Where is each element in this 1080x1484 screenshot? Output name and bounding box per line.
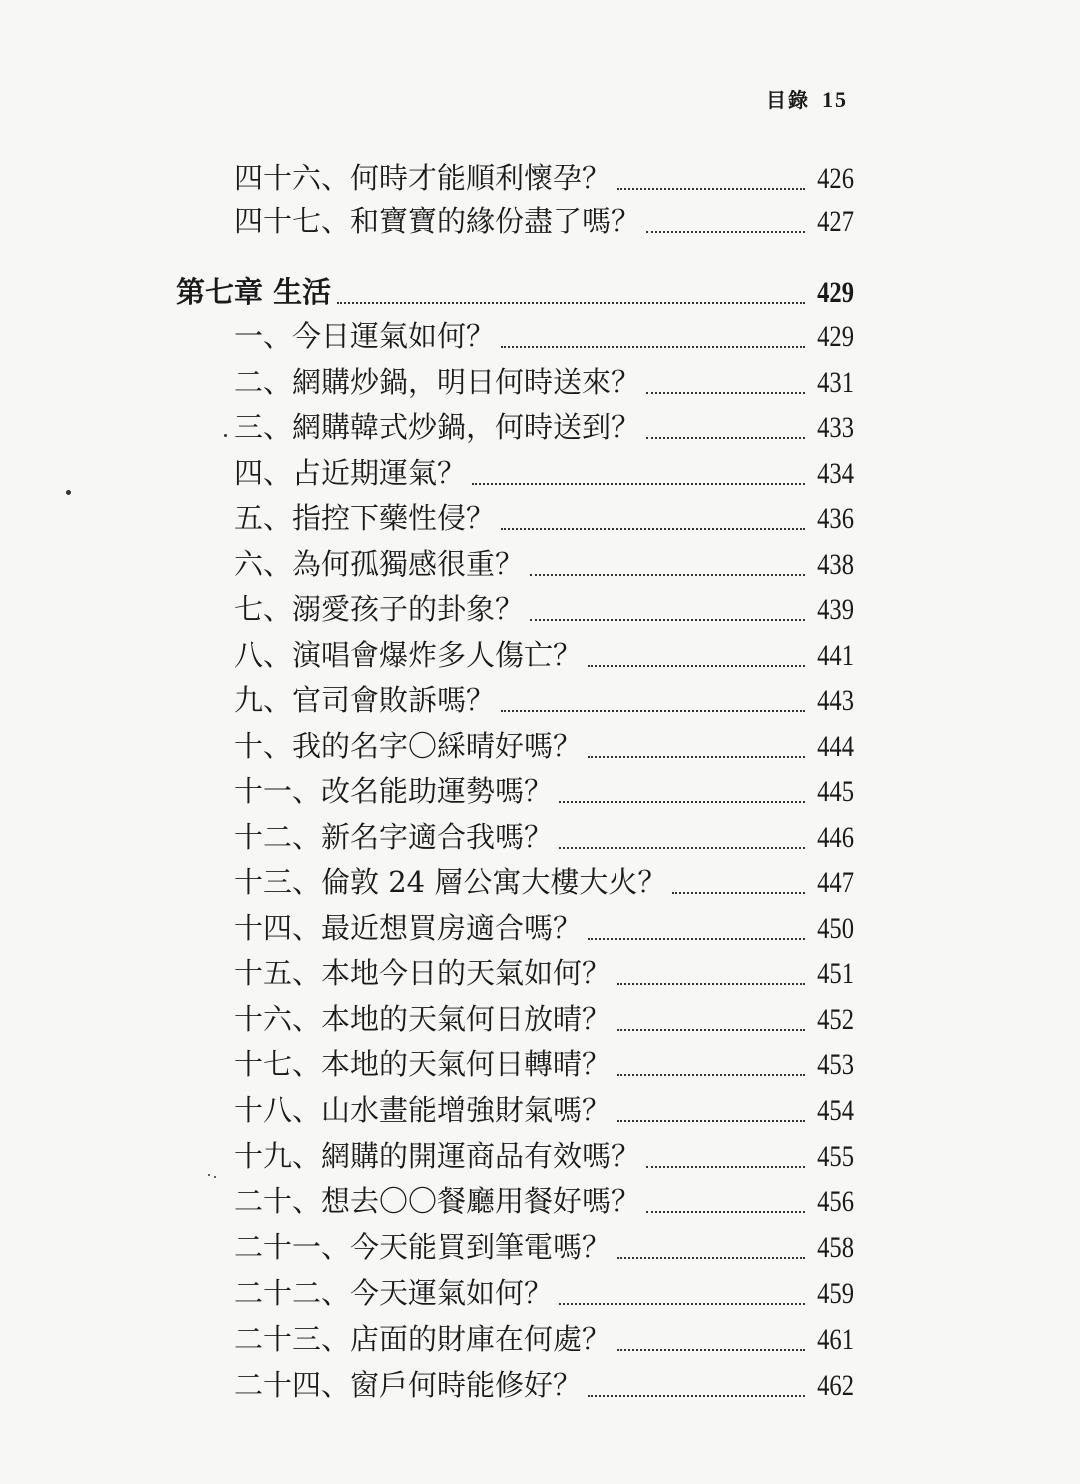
dot-leader bbox=[646, 1211, 805, 1213]
print-speck bbox=[214, 1176, 216, 1178]
toc-entry bbox=[234, 637, 854, 673]
toc-entry-title: 二十二、今天運氣如何？ bbox=[234, 1276, 554, 1310]
toc-entry-title: 十三、倫敦 24 層公寓大樓大火？ bbox=[234, 865, 667, 899]
toc-entry-page: 461 bbox=[817, 1323, 854, 1356]
toc-entry bbox=[234, 455, 854, 491]
dot-leader bbox=[672, 892, 805, 894]
toc-entry-page: 455 bbox=[817, 1140, 854, 1173]
toc-entry bbox=[234, 773, 854, 809]
toc-entry-page: 438 bbox=[817, 548, 854, 581]
toc-entry bbox=[234, 1001, 854, 1037]
toc-entry-title: 二十一、今天能買到筆電嗎？ bbox=[234, 1230, 612, 1264]
toc-entry-title: 十七、本地的天氣何日轉晴？ bbox=[234, 1047, 612, 1081]
toc-entry-title: 六、為何孤獨感很重？ bbox=[234, 547, 525, 581]
toc-entry-page: 462 bbox=[817, 1369, 854, 1402]
dot-leader bbox=[588, 665, 805, 667]
toc-entry-title: 十六、本地的天氣何日放晴？ bbox=[234, 1002, 612, 1036]
dot-leader bbox=[501, 346, 805, 348]
toc-entry-page: 444 bbox=[817, 730, 854, 763]
toc-entry-title: 十九、網購的開運商品有效嗎？ bbox=[234, 1139, 641, 1173]
toc-entry-title: 十二、新名字適合我嗎？ bbox=[234, 820, 554, 854]
toc-entry-title: 五、指控下藥性侵？ bbox=[234, 501, 496, 535]
dot-leader bbox=[588, 938, 805, 940]
toc-entry-page: 447 bbox=[817, 866, 854, 899]
toc-entry bbox=[234, 1138, 854, 1174]
toc-entry-page: 453 bbox=[817, 1048, 854, 1081]
dot-leader bbox=[559, 801, 805, 803]
toc-entry-title: 三、網購韓式炒鍋，何時送到？ bbox=[234, 410, 641, 444]
toc-entry-page: 446 bbox=[817, 821, 854, 854]
toc-entry-page: 454 bbox=[817, 1094, 854, 1127]
toc-entry bbox=[234, 591, 854, 627]
toc-entry-page: 434 bbox=[817, 457, 854, 490]
toc-entry bbox=[234, 1229, 854, 1265]
toc-entry-page: 443 bbox=[817, 684, 854, 717]
dot-leader bbox=[617, 1029, 805, 1031]
toc-entry bbox=[234, 1275, 854, 1311]
toc-entry-title: 二、網購炒鍋，明日何時送來？ bbox=[234, 365, 641, 399]
toc-entry-page: 429 bbox=[817, 320, 854, 353]
dot-leader bbox=[646, 392, 805, 394]
chapter-page: 429 bbox=[817, 276, 854, 309]
toc-entry-page: 427 bbox=[817, 205, 854, 238]
toc-entry-page: 456 bbox=[817, 1185, 854, 1218]
chapter-title: 第七章 生活 bbox=[176, 275, 332, 309]
toc-entry-page: 452 bbox=[817, 1003, 854, 1036]
dot-leader bbox=[617, 1349, 805, 1351]
toc-entry-page: 436 bbox=[817, 502, 854, 535]
toc-entry-title: 四十七、和寶寶的緣份盡了嗎？ bbox=[234, 204, 641, 238]
toc-entry bbox=[234, 409, 854, 445]
dot-leader bbox=[501, 710, 805, 712]
dot-leader bbox=[617, 983, 805, 985]
toc-entry bbox=[234, 910, 854, 946]
toc-entry-title: 四十六、何時才能順利懷孕？ bbox=[234, 161, 612, 195]
toc-entry-title: 二十、想去〇〇餐廳用餐好嗎？ bbox=[234, 1184, 641, 1218]
toc-entry-title: 十一、改名能助運勢嗎？ bbox=[234, 774, 554, 808]
dot-leader bbox=[472, 483, 805, 485]
toc-entry bbox=[234, 318, 854, 354]
toc-entry bbox=[234, 1046, 854, 1082]
print-speck bbox=[224, 434, 227, 437]
running-header bbox=[766, 84, 848, 113]
dot-leader bbox=[501, 528, 805, 530]
header-section-title: 目錄 bbox=[766, 88, 810, 112]
dot-leader bbox=[337, 302, 805, 304]
toc-entry-title: 一、今日運氣如何？ bbox=[234, 319, 496, 353]
toc-entry-title: 八、演唱會爆炸多人傷亡？ bbox=[234, 638, 583, 672]
dot-leader bbox=[646, 231, 805, 233]
toc-entry bbox=[234, 546, 854, 582]
toc-entry-page: 431 bbox=[817, 366, 854, 399]
toc-entry-title: 七、溺愛孩子的卦象？ bbox=[234, 592, 525, 626]
toc-entry-page: 439 bbox=[817, 593, 854, 626]
print-speck bbox=[208, 1174, 210, 1176]
toc-entry bbox=[234, 364, 854, 400]
toc-entry bbox=[234, 1367, 854, 1403]
toc-entry-title: 十、我的名字〇綵晴好嗎？ bbox=[234, 729, 583, 763]
toc-entry-title: 四、占近期運氣？ bbox=[234, 456, 467, 490]
toc-entry bbox=[234, 160, 854, 196]
dot-leader bbox=[617, 1074, 805, 1076]
toc-entry-page: 445 bbox=[817, 775, 854, 808]
toc-chapter-heading bbox=[176, 274, 854, 310]
dot-leader bbox=[588, 1395, 805, 1397]
dot-leader bbox=[530, 619, 805, 621]
dot-leader bbox=[646, 1166, 805, 1168]
header-page-number: 15 bbox=[822, 87, 848, 112]
toc-entry-title: 十四、最近想買房適合嗎？ bbox=[234, 911, 583, 945]
toc-entry bbox=[234, 819, 854, 855]
toc-entry-page: 458 bbox=[817, 1231, 854, 1264]
toc-entry-title: 十五、本地今日的天氣如何？ bbox=[234, 956, 612, 990]
toc-entry bbox=[234, 728, 854, 764]
toc-entry bbox=[234, 203, 854, 239]
toc-entry bbox=[234, 682, 854, 718]
dot-leader bbox=[646, 437, 805, 439]
dot-leader bbox=[559, 1303, 805, 1305]
dot-leader bbox=[588, 756, 805, 758]
toc-entry bbox=[234, 1092, 854, 1128]
toc-entry bbox=[234, 955, 854, 991]
toc-entry bbox=[234, 1321, 854, 1357]
dot-leader bbox=[617, 1120, 805, 1122]
print-speck bbox=[66, 490, 71, 495]
toc-entry-page: 459 bbox=[817, 1277, 854, 1310]
toc-entry-title: 十八、山水畫能增強財氣嗎？ bbox=[234, 1093, 612, 1127]
toc-entry bbox=[234, 500, 854, 536]
toc-entry-title: 九、官司會敗訴嗎？ bbox=[234, 683, 496, 717]
toc-entry-page: 450 bbox=[817, 912, 854, 945]
toc-entry-title: 二十三、店面的財庫在何處？ bbox=[234, 1322, 612, 1356]
toc-entry bbox=[234, 864, 854, 900]
toc-entry-page: 433 bbox=[817, 411, 854, 444]
dot-leader bbox=[530, 574, 805, 576]
dot-leader bbox=[617, 1257, 805, 1259]
toc-entry-page: 451 bbox=[817, 957, 854, 990]
toc-entry-title: 二十四、窗戶何時能修好？ bbox=[234, 1368, 583, 1402]
toc-entry bbox=[234, 1183, 854, 1219]
dot-leader bbox=[559, 847, 805, 849]
toc-entry-page: 441 bbox=[817, 639, 854, 672]
dot-leader bbox=[617, 188, 805, 190]
toc-entry-page: 426 bbox=[817, 162, 854, 195]
